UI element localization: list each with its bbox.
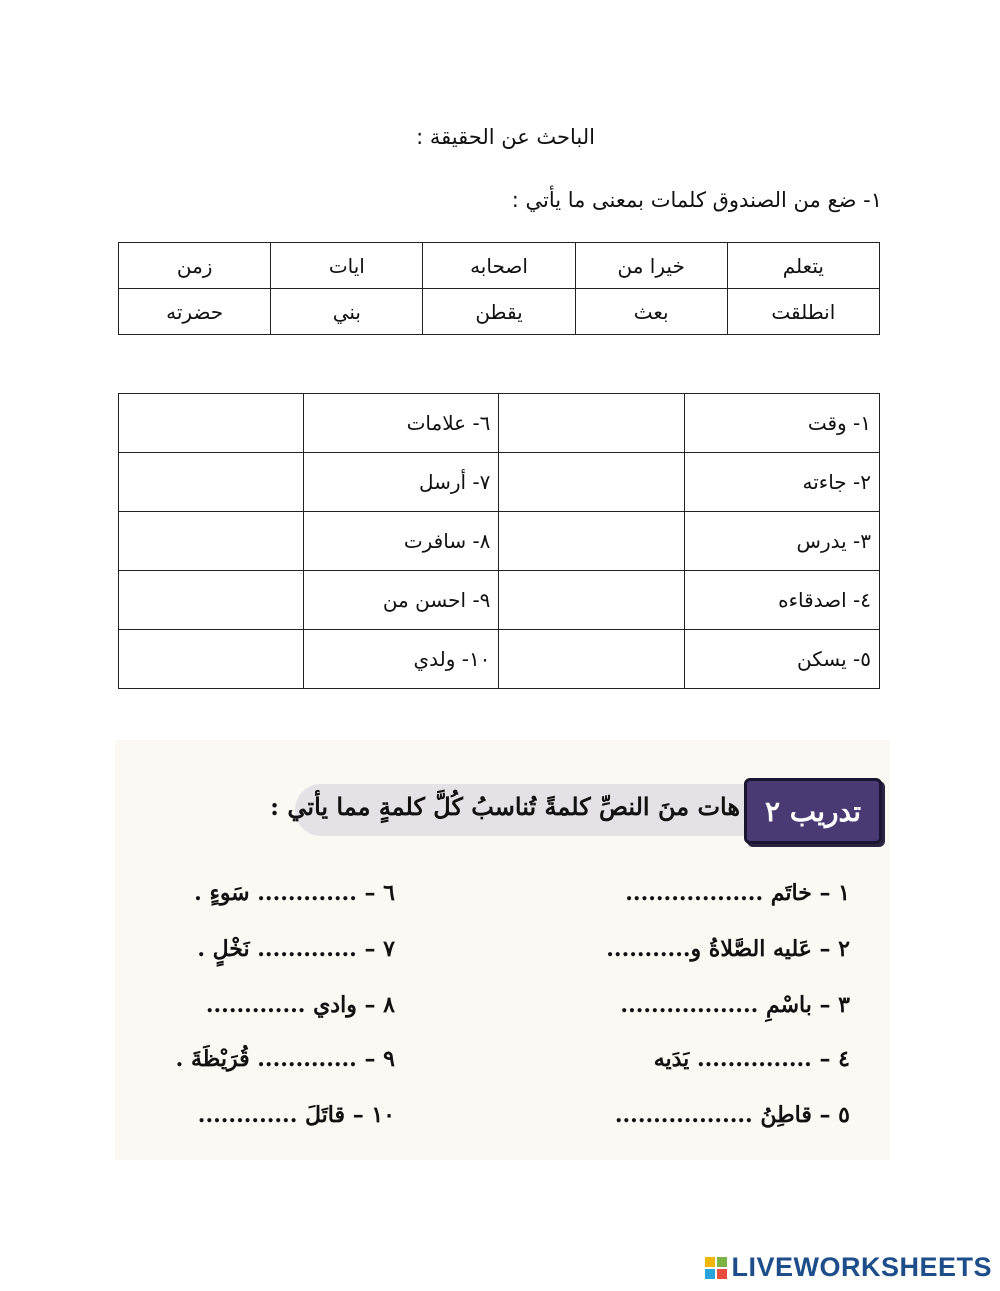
exercise-item: ١٠ – قاتَلَ .............: [197, 1102, 395, 1128]
answer-blank-3[interactable]: [499, 512, 684, 571]
word-box-cell: زمن: [119, 243, 271, 289]
answer-row: [119, 453, 880, 512]
exercise-item: ٧ – ............. نَخْلٍ .: [197, 936, 395, 962]
answer-blank-1[interactable]: [499, 394, 684, 453]
answer-input-1[interactable]: [499, 394, 683, 452]
answer-label: ١- وقت: [684, 394, 879, 453]
exercise-item: ٥ – قاطِنُ ..................: [614, 1102, 850, 1128]
answer-label: ٥- يسكن: [684, 630, 879, 689]
answer-input-7[interactable]: [119, 453, 303, 511]
answer-blank-6[interactable]: [119, 394, 304, 453]
logo-mark-icon: [705, 1257, 727, 1279]
word-box-cell: يتعلم: [727, 243, 879, 289]
answer-blank-8[interactable]: [119, 512, 304, 571]
logo-square-icon: [705, 1269, 715, 1279]
word-box-cell: ايات: [271, 243, 423, 289]
exercise-item: ٣ – باسْمِ ..................: [620, 992, 850, 1018]
answer-label: ١٠- ولدي: [304, 630, 499, 689]
answer-input-2[interactable]: [499, 453, 683, 511]
answer-table: [118, 393, 880, 689]
answer-label: ٦- علامات: [304, 394, 499, 453]
word-box-cell: حضرته: [119, 289, 271, 335]
exercise-banner-text: هات منَ النصِّ كلمةً تُناسبُ كُلَّ كلمةٍ مما يأتي :: [270, 792, 740, 821]
textbook-exercise-scan: [115, 740, 890, 1160]
answer-blank-4[interactable]: [499, 571, 684, 630]
exercise-item: ٦ – ............. سَوءٍ .: [194, 880, 395, 906]
answer-input-3[interactable]: [499, 512, 683, 570]
answer-label: ٩- احسن من: [304, 571, 499, 630]
answer-label: ٨- سافرت: [304, 512, 499, 571]
word-box-cell: اصحابه: [423, 243, 575, 289]
exercise-badge: تدريب ٢: [744, 778, 882, 844]
answer-input-8[interactable]: [119, 512, 303, 570]
answer-input-9[interactable]: [119, 571, 303, 629]
word-box-row: [119, 243, 880, 289]
word-box-cell: خيرا من: [575, 243, 727, 289]
word-box-cell: بني: [271, 289, 423, 335]
word-box-cell: انطلقت: [727, 289, 879, 335]
answer-input-4[interactable]: [499, 571, 683, 629]
word-box-row: [119, 289, 880, 335]
page-title: الباحث عن الحقيقة :: [416, 125, 595, 149]
exercise-item: ١ – خاتَم ..................: [625, 880, 850, 906]
logo-square-icon: [717, 1257, 727, 1267]
answer-label: ٤- اصدقاءه: [684, 571, 879, 630]
answer-label: ٣- يدرس: [684, 512, 879, 571]
exercise-item: ٨ – وادي .............: [205, 992, 395, 1018]
liveworksheets-logo: [705, 1252, 992, 1283]
exercise-item: ٤ – ............... يَدَيه: [653, 1046, 850, 1072]
answer-input-10[interactable]: [119, 630, 303, 688]
answer-row: [119, 394, 880, 453]
word-box-table: [118, 242, 880, 335]
answer-row: [119, 630, 880, 689]
logo-text: LIVEWORKSHEETS: [731, 1252, 992, 1282]
answer-label: ٢- جاءته: [684, 453, 879, 512]
logo-square-icon: [717, 1269, 727, 1279]
answer-blank-9[interactable]: [119, 571, 304, 630]
answer-blank-10[interactable]: [119, 630, 304, 689]
instruction-text: ١- ضع من الصندوق كلمات بمعنى ما يأتي :: [511, 188, 882, 212]
exercise-item: ٩ – ............. قُرَيْظَةَ .: [175, 1046, 395, 1072]
word-box-cell: يقطن: [423, 289, 575, 335]
answer-input-6[interactable]: [119, 394, 303, 452]
word-box-cell: بعث: [575, 289, 727, 335]
exercise-item: ٢ – عَليه الصَّلاةُ و...........: [606, 936, 850, 962]
answer-blank-7[interactable]: [119, 453, 304, 512]
answer-row: [119, 512, 880, 571]
answer-blank-5[interactable]: [499, 630, 684, 689]
answer-input-5[interactable]: [499, 630, 683, 688]
answer-blank-2[interactable]: [499, 453, 684, 512]
answer-row: [119, 571, 880, 630]
logo-square-icon: [705, 1257, 715, 1267]
answer-label: ٧- أرسل: [304, 453, 499, 512]
